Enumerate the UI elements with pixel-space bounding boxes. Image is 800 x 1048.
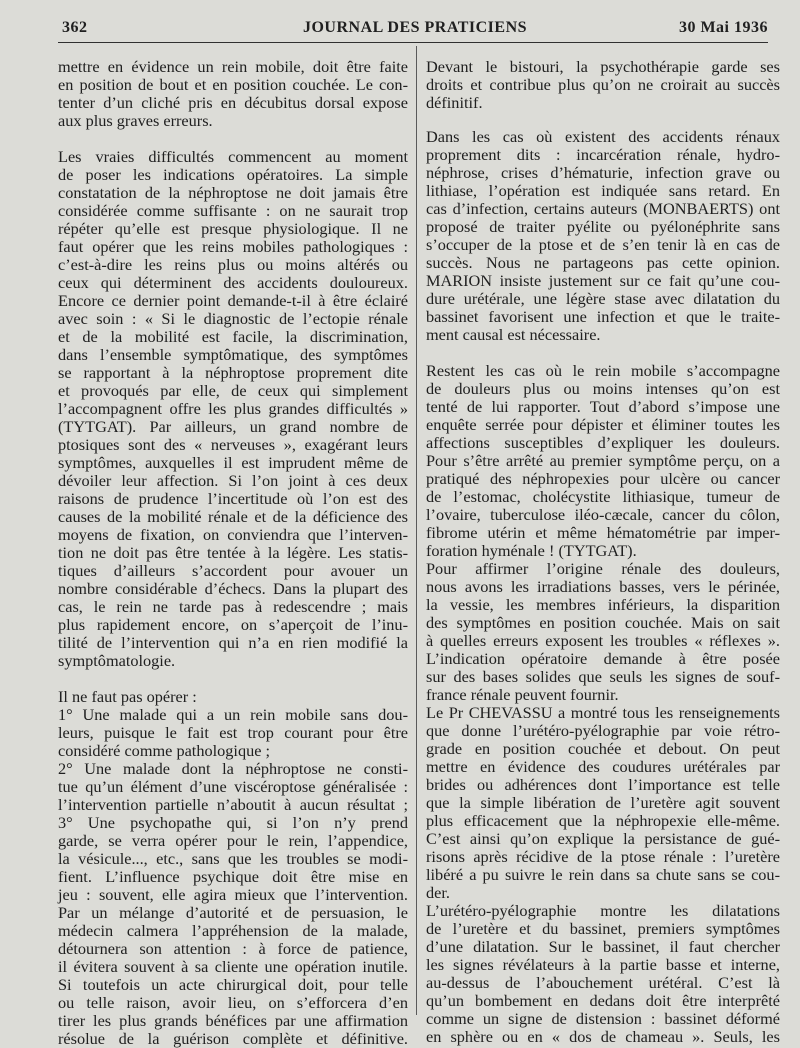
text-line: foration hyménale ! (TYTGAT).: [426, 541, 637, 560]
text-line: MARION insiste justement sur ce fait qu’une cou-: [426, 271, 780, 290]
text-line: libéré a pu suivre le rein dans sa chute sans se cou-: [426, 865, 780, 884]
text-line: Si toutefois un acte chirurgical doit, pour telle: [58, 975, 408, 994]
text-line: fient. L’influence psychique doit être mise en: [58, 867, 408, 886]
text-line: mettre en évidence des coudures urétérales par: [426, 757, 780, 776]
text-line: en position de bout et en position couchée. Le con-: [58, 75, 408, 94]
text-line: droits et contribue plus qu’on ne croirait au succès: [426, 75, 780, 94]
text-line: considérée comme suffisante : on ne saurait trop: [58, 201, 408, 220]
text-line: répéter qu’elle est presque physiologique. Il ne: [58, 219, 408, 238]
text-line: faut opérer que les reins mobiles pathologiques :: [58, 237, 408, 256]
text-line: avec soin : « Si le diagnostic de l’ectopie rénale: [58, 309, 408, 328]
text-line: de poser les indications opératoires. La simple: [58, 165, 408, 184]
text-line: Par un mélange d’autorité et de persuasion, le: [58, 903, 408, 922]
text-line: tirer les plus grands bénéfices par une affirmation: [58, 1011, 408, 1030]
text-line: des symptômes en position couchée. Mais on sait: [426, 613, 780, 632]
text-line: succès. Nous ne partageons pas cette opinion.: [426, 253, 780, 272]
text-line: tenté de lui rapporter. Tout d’abord s’impose une: [426, 397, 780, 416]
text-line: plus efficacement que la néphropexie elle-même.: [426, 811, 780, 830]
right-column: [426, 58, 780, 1046]
paragraph: [426, 58, 780, 112]
text-line: tion ne doit pas être tentée à la légère. Les statis-: [58, 543, 408, 562]
text-line: tenter d’un cliché pris en décubitus dorsal expose: [58, 93, 408, 112]
text-line: tue qu’un élément d’une viscéroptose généralisée :: [58, 777, 408, 796]
text-line: moyens de fixation, on conviendra que l’interven-: [58, 525, 408, 544]
text-line: Les vraies difficultés commencent au moment: [58, 147, 408, 166]
text-line: Le Pr CHEVASSU a montré tous les renseignements: [426, 703, 780, 722]
text-line: qu’un bombement en dedans doit être interprêté: [426, 991, 780, 1010]
text-line: grade en position couchée et debout. On peut: [426, 739, 780, 758]
text-line: de l’uretère et du bassinet, premiers symptômes: [426, 919, 780, 938]
text-line: 1° Une malade qui a un rein mobile sans dou-: [58, 705, 408, 724]
text-line: affections susceptibles d’expliquer les douleurs.: [426, 433, 780, 452]
text-line: bassinet favorisent une infection et que le traite-: [426, 307, 780, 326]
text-line: symptômatologie.: [58, 651, 176, 670]
text-line: pratiqué des néphropexies pour ulcère ou cancer: [426, 469, 780, 488]
text-line: garde, se verra opérer pour le rein, l’appendice,: [58, 831, 408, 850]
text-line: c’est-à-dire les reins plus ou moins altérés ou: [58, 255, 408, 274]
text-line: résolue de la guérison complète et définitive.: [58, 1029, 408, 1048]
text-line: Encore ce dernier point demande-t-il à être éclairé: [58, 291, 408, 310]
text-line: dévoiler leur affection. Si l’on joint à ces deux: [58, 471, 408, 490]
text-line: 2° Une malade dont la néphroptose ne consti-: [58, 759, 408, 778]
text-line: Il ne faut pas opérer :: [58, 687, 197, 706]
text-line: considéré comme pathologique ;: [58, 741, 271, 760]
paragraph: [58, 58, 408, 130]
text-line: C’est ainsi qu’on explique la persistance de gué-: [426, 829, 780, 848]
text-line: détournera son attention : à force de patience,: [58, 939, 408, 958]
left-column: [58, 58, 408, 1048]
text-line: à quelles erreurs exposent les troubles « réflexes ».: [426, 631, 780, 650]
text-line: dans l’ensemble symptômatique, des symptômes: [58, 345, 408, 364]
paragraph: [58, 688, 408, 1048]
text-line: la vessie, les membres inférieurs, la disparition: [426, 595, 780, 614]
text-line: symptômes, auxquelles il est imprudent même de: [58, 453, 408, 472]
text-line: lithiase, l’opération est indiquée sans retard. En: [426, 181, 780, 200]
text-line: Pour s’être arrêté au premier symptôme perçu, on a: [426, 451, 780, 470]
text-line: il évitera souvent à sa cliente une opération inutile.: [58, 957, 408, 976]
running-header: [62, 15, 768, 43]
text-line: au-dessus de l’abouchement urétéral. C’est là: [426, 973, 780, 992]
text-line: se rapportant à la néphroptose proprement dite: [58, 363, 408, 382]
text-line: l’intervention partielle n’aboutit à aucun résultat ;: [58, 795, 408, 814]
text-line: Devant le bistouri, la psychothérapie garde ses: [426, 57, 780, 76]
text-line: risons après récidive de la ptose rénale : l’uretère: [426, 847, 780, 866]
journal-title: JOURNAL DES PRATICIENS: [302, 19, 528, 36]
issue-date: 30 Mai 1936: [678, 19, 768, 36]
text-line: d’une dilatation. Sur le bassinet, il faut chercher: [426, 937, 780, 956]
text-line: (TYTGAT). Par ailleurs, un grand nombre de: [58, 417, 408, 436]
text-line: mettre en évidence un rein mobile, doit être faite: [58, 57, 408, 76]
text-line: tiques d’ailleurs s’accordent pour avouer un: [58, 561, 408, 580]
text-line: Dans les cas où existent des accidents rénaux: [426, 127, 780, 146]
text-line: dure urétérale, une légère stase avec dilatation du: [426, 289, 780, 308]
text-line: der.: [426, 883, 450, 902]
text-line: nous avons les irradiations basses, vers le périnée,: [426, 577, 780, 596]
text-line: plus rapidement encore, on s’aperçoit de l’inu-: [58, 615, 408, 634]
paragraph: [58, 148, 408, 670]
text-line: Restent les cas où le rein mobile s’accompagne: [426, 361, 780, 380]
text-line: L’indication opératoire demande à être posée: [426, 649, 780, 668]
text-line: que la simple libération de l’uretère agit souvent: [426, 793, 780, 812]
text-line: les signes révélateurs à la partie basse et interne,: [426, 955, 780, 974]
text-line: définitif.: [426, 93, 483, 112]
text-line: france rénale peuvent fournir.: [426, 685, 619, 704]
text-line: l’accompagnent offre les plus grandes difficultés »: [58, 399, 408, 418]
text-line: ou telle raison, avoir lieu, on s’efforcera d’en: [58, 993, 408, 1012]
text-line: enquête serrée pour dépister et éliminer toutes les: [426, 415, 780, 434]
text-line: 3° Une psychopathe qui, si l’on n’y prend: [58, 813, 408, 832]
text-line: brides ou adhérences dont l’importance est telle: [426, 775, 780, 794]
text-line: ment causal est nécessaire.: [426, 325, 601, 344]
text-line: Pour affirmer l’origine rénale des douleurs,: [426, 559, 780, 578]
text-line: cas d’infection, certains auteurs (MONBAERTS) ont: [426, 199, 780, 218]
text-line: tilité de l’intervention qui n’a en rien modifié la: [58, 633, 408, 652]
paragraph: [426, 128, 780, 344]
page-number: 362: [62, 19, 88, 36]
text-line: de douleurs plus ou moins intenses qu’on est: [426, 379, 780, 398]
text-line: que donne l’urétéro-pyélographie par voie rétro-: [426, 721, 780, 740]
text-line: sur des bases solides que seuls les signes de souf-: [426, 667, 780, 686]
column-divider: [416, 46, 417, 1015]
text-line: ceux qui déterminent des accidents douloureux.: [58, 273, 408, 292]
text-line: comme un signe de distension : bassinet déformé: [426, 1009, 780, 1028]
text-line: L’urétéro-pyélographie montre les dilatations: [426, 901, 780, 920]
text-line: s’occuper de la ptose et de s’en tenir là en cas de: [426, 235, 780, 254]
text-line: ptosiques sont des « nerveuses », exagérant leurs: [58, 435, 408, 454]
text-line: cas, le rein ne tarde pas à redescendre ; mais: [58, 597, 408, 616]
text-line: nombre considérable d’échecs. Dans la plupart des: [58, 579, 408, 598]
header-rule: [58, 42, 768, 43]
text-line: de l’estomac, cholécystite lithiasique, tumeur de: [426, 487, 780, 506]
text-line: raisons de prudence l’incertitude où l’on est des: [58, 489, 408, 508]
text-line: l’ovaire, tuberculose iléo-cæcale, cancer du côlon,: [426, 505, 780, 524]
text-line: en sphère ou en « dos de chameau ». Seuls, les: [426, 1027, 780, 1046]
text-line: proposé de traiter pyélite ou pyélonéphrite sans: [426, 217, 780, 236]
text-line: et de la mobilité est facile, la discrimination,: [58, 327, 408, 346]
text-line: causes de la mobilité rénale et de la déficience des: [58, 507, 408, 526]
text-line: leurs, puisque le fait est trop courant pour être: [58, 723, 408, 742]
text-line: constatation de la néphroptose ne doit jamais être: [58, 183, 408, 202]
paragraph: [426, 362, 780, 1046]
text-line: fibrome utérin et même hématométrie par imper-: [426, 523, 780, 542]
text-line: et provoqués par elle, de ceux qui simplement: [58, 381, 408, 400]
text-line: proprement dits : incarcération rénale, hydro-: [426, 145, 780, 164]
text-line: néphrose, crises d’hématurie, infection grave ou: [426, 163, 780, 182]
text-line: aux plus graves erreurs.: [58, 111, 213, 130]
text-line: médecin calmera l’appréhension de la malade,: [58, 921, 408, 940]
text-line: la vésicule..., etc., sans que les troubles se modi-: [58, 849, 408, 868]
text-line: jeu : souvent, elle agira mieux que l’intervention.: [58, 885, 408, 904]
